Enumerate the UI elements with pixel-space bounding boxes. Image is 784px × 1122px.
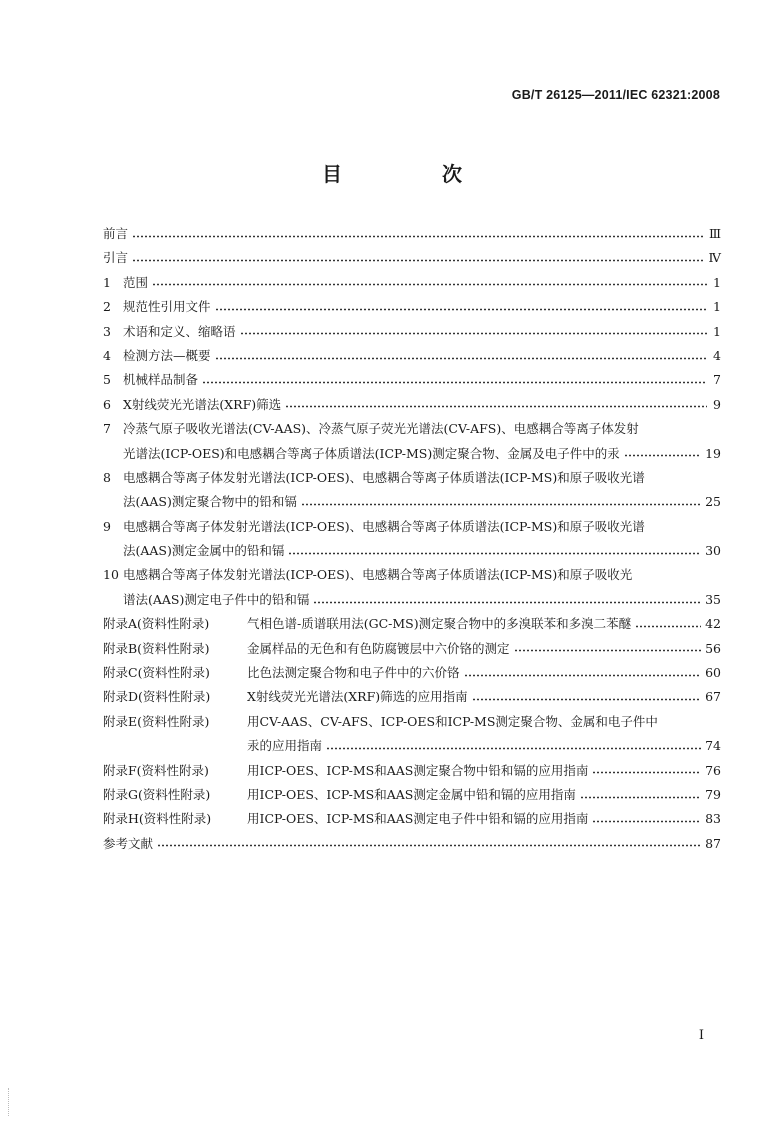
toc-entry[interactable] (103, 807, 721, 831)
dot-leader (514, 649, 702, 652)
toc-entry-page: 60 (705, 665, 721, 681)
toc-entry-title: 金属样品的无色和有色防腐镀层中六价铬的测定 (247, 640, 510, 656)
toc-entry-number: 2 (103, 299, 111, 315)
toc-entry-title: 谱法(AAS)测定电子件中的铅和镉 (123, 591, 310, 607)
toc-entry-title: 检测方法—概要 (123, 347, 211, 363)
toc-entry-title: 用ICP-OES、ICP-MS和AAS测定聚合物中铅和镉的应用指南 (247, 762, 589, 778)
dot-leader (592, 820, 701, 823)
toc-entry-number: 4 (103, 347, 111, 363)
toc-entry-number: 附录G(资料性附录) (103, 786, 211, 802)
toc-entry[interactable] (103, 832, 721, 856)
dot-leader (132, 235, 705, 238)
toc-entry-page: 79 (705, 786, 721, 802)
toc-entry[interactable] (103, 710, 721, 759)
toc-entry[interactable] (103, 661, 721, 685)
dot-leader (635, 625, 701, 628)
toc-entry-page: 30 (705, 543, 721, 559)
toc-entry-title: 用ICP-OES、ICP-MS和AAS测定金属中铅和镉的应用指南 (247, 786, 576, 802)
toc-entry-title: 汞的应用指南 (247, 738, 323, 754)
toc-entry-number: 附录A(资料性附录) (103, 616, 210, 632)
toc-entry-number: 7 (103, 421, 111, 437)
dot-leader (472, 698, 701, 701)
toc-entry-page: 19 (705, 445, 721, 461)
toc-entry[interactable] (103, 222, 721, 246)
dot-leader (288, 552, 701, 555)
toc-entry-title: 引言 (103, 250, 129, 266)
dot-leader (313, 601, 701, 604)
toc-entry[interactable] (103, 515, 721, 564)
toc-entry-number: 附录C(资料性附录) (103, 665, 210, 681)
toc-entry[interactable] (103, 271, 721, 295)
toc-entry-title: X射线荧光光谱法(XRF)筛选的应用指南 (247, 689, 468, 705)
toc-entry-number: 8 (103, 469, 111, 485)
toc-entry-page: 9 (713, 396, 721, 412)
dot-leader (301, 503, 701, 506)
toc-entry[interactable] (103, 563, 721, 612)
dot-leader (285, 405, 707, 408)
dot-leader (240, 332, 707, 335)
toc-entry[interactable] (103, 637, 721, 661)
toc-entry[interactable] (103, 466, 721, 515)
page-number: I (698, 1028, 704, 1043)
toc-entry-number: 10 (103, 567, 119, 583)
toc-entry-number: 附录F(资料性附录) (103, 762, 209, 778)
toc-entry[interactable] (103, 417, 721, 466)
toc-entry[interactable] (103, 759, 721, 783)
margin-mark (8, 1088, 11, 1116)
toc-entry-title: 术语和定义、缩略语 (123, 323, 236, 339)
toc-entry-title: 比色法测定聚合物和电子件中的六价铬 (247, 665, 460, 681)
toc-entry-page: Ⅳ (708, 250, 721, 266)
toc-entry-number: 9 (103, 518, 111, 534)
toc-entry-title: 光谱法(ICP-OES)和电感耦合等离子体质谱法(ICP-MS)测定聚合物、金属及电子件中的汞 (123, 445, 620, 461)
toc-entry-title: 机械样品制备 (123, 372, 199, 388)
standard-number: GB/T 26125—2011/IEC 62321:2008 (511, 88, 720, 102)
toc-entry[interactable] (103, 685, 721, 709)
toc-entry-page: 42 (705, 616, 721, 632)
toc-entry-title: 规范性引用文件 (123, 299, 211, 315)
toc-entry[interactable] (103, 344, 721, 368)
dot-leader (152, 283, 707, 286)
toc-entry-number: 3 (103, 323, 111, 339)
dot-leader (464, 674, 702, 677)
toc-entry-page: 87 (705, 835, 721, 851)
toc-entry[interactable] (103, 393, 721, 417)
toc-entry-number: 附录E(资料性附录) (103, 713, 210, 729)
toc-entry-title: 冷蒸气原子吸收光谱法(CV-AAS)、冷蒸气原子荧光光谱法(CV-AFS)、电感耦合等离子体发射 (123, 421, 639, 437)
toc-entry[interactable] (103, 295, 721, 319)
toc-entry-page: 76 (705, 762, 721, 778)
toc-entry[interactable] (103, 783, 721, 807)
toc-entry-page: 4 (713, 347, 721, 363)
dot-leader (157, 844, 701, 847)
toc-entry-page: 25 (705, 494, 721, 510)
toc-entry-title: 范围 (123, 274, 149, 290)
toc-entry-number: 5 (103, 372, 111, 388)
toc-entry-title: 参考文献 (103, 835, 154, 851)
toc-entry-title: 电感耦合等离子体发射光谱法(ICP-OES)、电感耦合等离子体质谱法(ICP-MS)和原子吸收光谱 (123, 469, 645, 485)
toc-entry-page: 35 (705, 591, 721, 607)
toc-entry-page: 1 (713, 299, 721, 315)
table-of-contents (103, 222, 721, 856)
toc-entry-title: 电感耦合等离子体发射光谱法(ICP-OES)、电感耦合等离子体质谱法(ICP-MS)和原子吸收光 (123, 567, 633, 583)
toc-entry-page: 1 (713, 323, 721, 339)
toc-entry-page: 67 (705, 689, 721, 705)
toc-entry-page: 83 (705, 811, 721, 827)
toc-entry-number: 附录D(资料性附录) (103, 689, 211, 705)
toc-entry-number: 附录B(资料性附录) (103, 640, 210, 656)
dot-leader (624, 454, 701, 457)
toc-title: 目 次 (322, 162, 502, 186)
toc-entry-page: Ⅲ (708, 226, 721, 241)
toc-entry-number: 1 (103, 274, 111, 290)
toc-entry[interactable] (103, 612, 721, 636)
toc-entry[interactable] (103, 320, 721, 344)
toc-entry-page: 74 (705, 738, 721, 754)
dot-leader (202, 381, 707, 384)
dot-leader (215, 357, 707, 360)
toc-entry[interactable] (103, 368, 721, 392)
toc-entry-title: X射线荧光光谱法(XRF)筛选 (123, 396, 282, 412)
dot-leader (215, 308, 707, 311)
toc-entry-title: 法(AAS)测定金属中的铅和镉 (123, 543, 285, 559)
dot-leader (592, 771, 701, 774)
toc-entry-title: 电感耦合等离子体发射光谱法(ICP-OES)、电感耦合等离子体质谱法(ICP-MS)和原子吸收光谱 (123, 518, 645, 534)
toc-entry-title: 用ICP-OES、ICP-MS和AAS测定电子件中铅和镉的应用指南 (247, 811, 589, 827)
dot-leader (132, 259, 704, 262)
toc-entry-number: 附录H(资料性附录) (103, 811, 212, 827)
toc-entry[interactable] (103, 246, 721, 270)
toc-entry-page: 1 (713, 274, 721, 290)
dot-leader (580, 796, 701, 799)
toc-entry-number: 6 (103, 396, 111, 412)
toc-entry-page: 56 (705, 640, 721, 656)
toc-entry-title: 用CV-AAS、CV-AFS、ICP-OES和ICP-MS测定聚合物、金属和电子件中 (247, 713, 658, 729)
toc-entry-title: 法(AAS)测定聚合物中的铅和镉 (123, 494, 297, 510)
toc-entry-title: 气相色谱-质谱联用法(GC-MS)测定聚合物中的多溴联苯和多溴二苯醚 (247, 616, 632, 632)
dot-leader (326, 747, 701, 750)
toc-entry-page: 7 (713, 372, 721, 388)
toc-entry-title: 前言 (103, 226, 129, 241)
